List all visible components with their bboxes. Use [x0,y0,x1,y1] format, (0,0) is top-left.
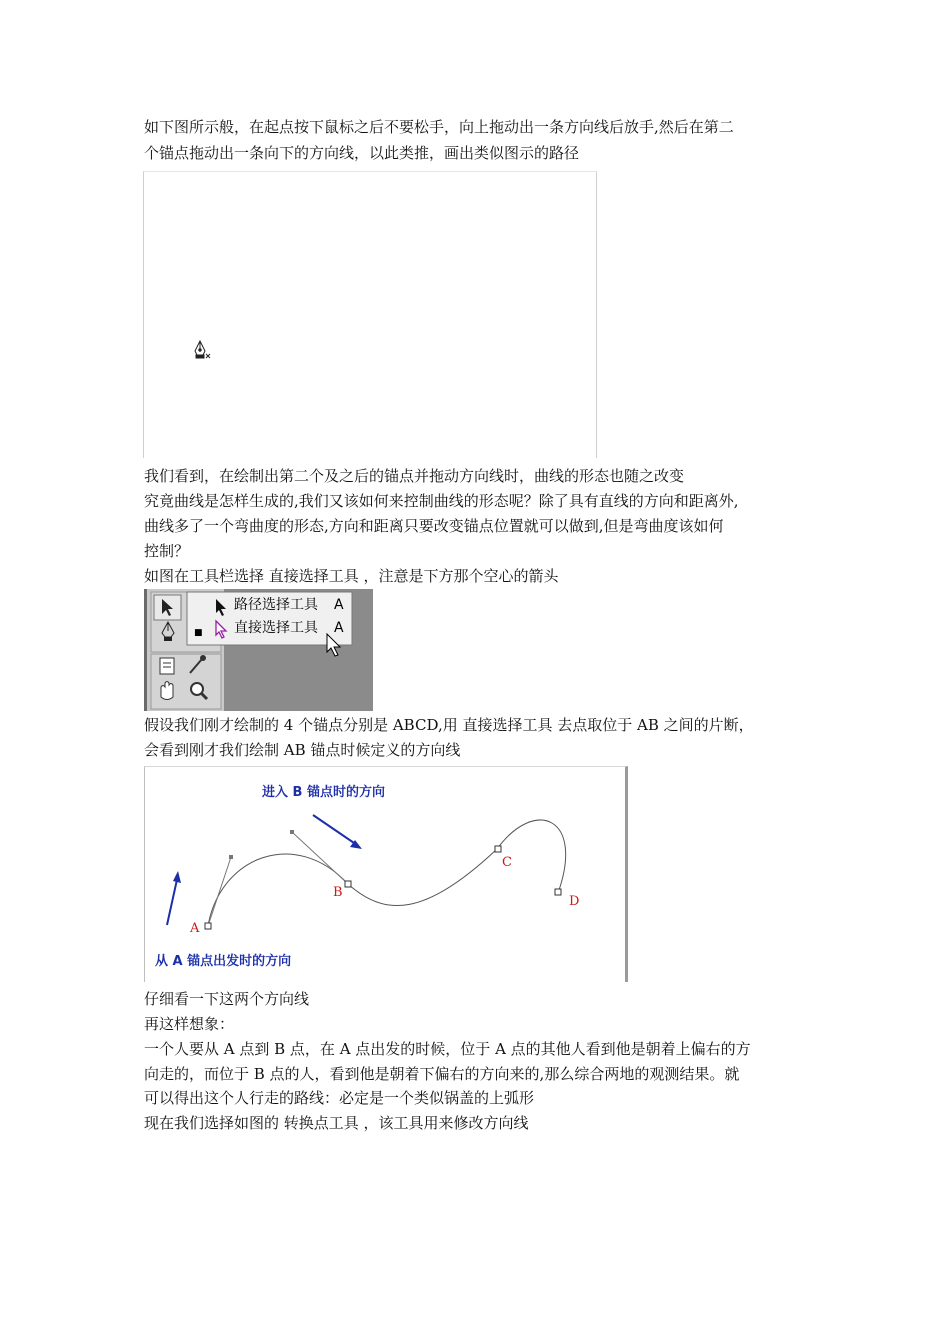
paragraph-line: 如下图所示般，在起点按下鼠标之后不要松手，向上拖动出一条方向线后放手,然后在第二 [144,118,734,136]
label-enter-b-direction: 进入 B 锚点时的方向 [262,785,385,800]
notes-tool-icon[interactable] [160,658,174,674]
paragraph-line: 我们看到，在绘制出第二个及之后的锚点并拖动方向线时，曲线的形态也随之改变 [144,467,685,485]
arrow-icon [313,815,362,849]
menu-item-direct-selection[interactable]: 直接选择工具 [234,620,318,636]
anchor-label-b: B [333,885,343,900]
anchor-label-a: A [190,921,200,936]
paragraph-line: 仔细看一下这两个方向线 [144,990,310,1008]
menu-shortcut: A [334,620,344,636]
pen-canvas-figure [143,171,597,458]
bezier-curve-figure [144,766,628,982]
paragraph-line: 一个人要从 A 点到 B 点，在 A 点出发的时候，位于 A 点的其他人看到他是朝着上偏右的方 [144,1040,751,1058]
anchor-c [495,846,501,852]
label-from-a-direction: 从 A 锚点出发时的方向 [155,954,292,969]
paragraph-line: 曲线多了一个弯曲度的形态,方向和距离只要改变锚点位置就可以做到,但是弯曲度该如何 [144,517,724,535]
anchor-b [345,881,351,887]
arrow-icon [167,871,181,925]
direction-line-a [208,857,231,926]
paragraph-line: 可以得出这个人行走的路线：必定是一个类似锅盖的上弧形 [144,1089,535,1107]
menu-shortcut: A [334,597,344,613]
selected-marker: ■ [194,628,203,638]
anchor-d [555,889,561,895]
direction-line-b [292,832,348,884]
menu-item-path-selection[interactable]: 路径选择工具 [234,597,318,613]
paragraph-line: 向走的，而位于 B 点的人，看到他是朝着下偏右的方向来的,那么综合两地的观测结果。就 [144,1065,740,1083]
paragraph-line: 会看到刚才我们绘制 AB 锚点时候定义的方向线 [144,741,461,759]
anchor-label-d: D [569,894,580,909]
anchor-a [205,923,211,929]
paragraph-line: 控制？ [144,542,190,560]
bezier-path [208,820,566,926]
paragraph-line: 再这样想象： [144,1015,235,1033]
paragraph-line: 个锚点拖动出一条向下的方向线，以此类推，画出类似图示的路径 [144,144,580,162]
selection-tool-icon[interactable] [154,595,181,620]
paragraph-line: 如图在工具栏选择 直接选择工具 ，注意是下方那个空心的箭头 [144,567,559,585]
toolbar-flyout-figure [144,589,373,711]
pen-tool-cursor-icon [144,172,596,458]
paragraph-line: 现在我们选择如图的 转换点工具 ，该工具用来修改方向线 [144,1114,529,1132]
paragraph-line: 假设我们刚才绘制的 4 个锚点分别是 ABCD,用 直接选择工具 去点取位于 AB 之间的片断， [144,716,754,734]
anchor-label-c: C [502,855,512,870]
paragraph-line: 究竟曲线是怎样生成的,我们又该如何来控制曲线的形态呢？除了具有直线的方向和距离外, [144,492,739,510]
